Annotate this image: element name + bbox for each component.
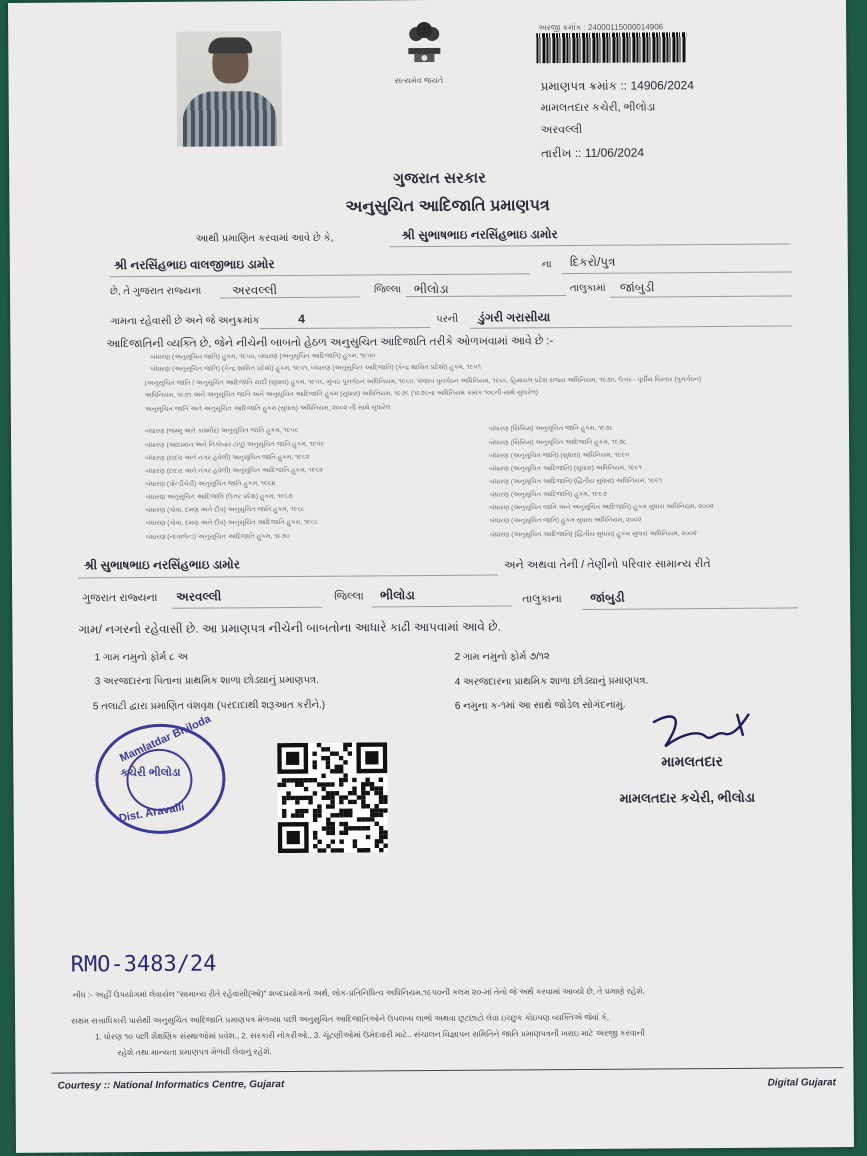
- document-item: 4 અરજદારના પ્રાથમિક શાળા છોડ્યાનું પ્રમાણપત્ર.: [454, 675, 649, 688]
- village-underline: [610, 295, 792, 297]
- qr-module: [374, 808, 378, 812]
- order-line: બંધારણ (અનુસૂચિત જાતિ) હુકમ, ૧૯૫૦, બંધારણ (અનુસૂચિત આદિજાતિ) હુકમ, ૧૯૫૦: [150, 352, 376, 361]
- qr-module: [366, 848, 370, 852]
- qr-module: [357, 826, 361, 830]
- qr-module: [379, 791, 383, 795]
- qr-module: [339, 765, 343, 769]
- qr-module: [299, 778, 303, 782]
- qr-module: [291, 778, 295, 782]
- qr-module: [344, 822, 348, 826]
- order-left: બંધારણ (જમ્મુ અને કાશ્મીર) અનુસૂચિત જાતિ હુકમ, ૧૯૫૬: [144, 426, 299, 435]
- taluka-underline: [406, 295, 566, 297]
- order-right: બંધારણ (સિક્કિમ) અનુસૂચિત આદિજાતિ હુકમ, ૧૯૭૮: [489, 438, 627, 447]
- name-underline: [390, 243, 790, 247]
- qr-module: [343, 773, 347, 777]
- qr-module: [348, 791, 352, 795]
- qr-module: [322, 796, 326, 800]
- qr-module: [366, 835, 370, 839]
- district-underline: [220, 296, 360, 298]
- qr-module: [383, 800, 387, 804]
- application-number: અરજી ક્રમાંક : 24000115000014906: [538, 22, 664, 33]
- qr-module: [339, 809, 343, 813]
- qr-module: [343, 778, 347, 782]
- note-line: નોંધ :- અહીં ઉપયોગમાં લેવાયેલ "સામાન્ય રીતે રહેવાસી(ઓ)" શબ્દપ્રયોગનો અર્થ, લોક-પ્રતિનિધિત્વ અધિનિયમ,૧૯૫૦ની કલમ ૨૦-માં તેનો જે અર્થ કરવામાં આવ્યો છે, તે પ્રમાણે રહેશે.: [72, 986, 645, 1000]
- qr-module: [383, 830, 387, 834]
- qr-module: [362, 848, 366, 852]
- qr-module: [326, 765, 330, 769]
- qr-module: [295, 783, 299, 787]
- qr-module: [282, 809, 286, 813]
- qr-module: [344, 809, 348, 813]
- relation: દિકરો/પુત્ર: [569, 254, 616, 270]
- qr-module: [352, 778, 356, 782]
- qr-module: [361, 826, 365, 830]
- qr-module: [330, 813, 334, 817]
- qr-module: [326, 804, 330, 808]
- qr-module: [339, 822, 343, 826]
- order-left: બંધારણ (આંદામાન અને નિકોબાર ટાપુ) અનુસૂચિત જાતિ હુકમ, ૧૯૫૯: [145, 440, 325, 449]
- footer-courtesy: Courtesy :: National Informatics Centre, Gujarat: [57, 1079, 285, 1092]
- order-right: બંધારણ (અનુસૂચિત આદિજાતિ) (દ્વિતીય સુધારા) અધિનિયમ, ૧૯૯૧: [489, 477, 663, 486]
- qr-module: [304, 809, 308, 813]
- qr-module: [344, 826, 348, 830]
- qr-module: [304, 787, 308, 791]
- qr-module: [353, 839, 357, 843]
- order-left: બંધારણ (પોન્ડીચેરી) અનુસૂચિત જાતિ હુકમ, ૧૯૬૪: [145, 480, 276, 488]
- qr-module: [308, 778, 312, 782]
- qr-module: [366, 804, 370, 808]
- certificate-title: અનુસુચિત આદિજાતિ પ્રમાણપત્ર: [345, 197, 550, 216]
- order-line: અનુસૂચિત જાતિ અને અનુસૂચિત આદિજાતિ હુકમ (સુધારા) અધિનિયમ, ૨૦૦૨ ની સાથે સુધારેલ: [144, 404, 391, 413]
- qr-module: [313, 765, 317, 769]
- qr-module: [295, 800, 299, 804]
- qr-module: [352, 791, 356, 795]
- qr-module: [322, 848, 326, 852]
- qr-module: [335, 765, 339, 769]
- qr-module: [286, 791, 290, 795]
- qr-module: [326, 822, 330, 826]
- qr-module: [379, 786, 383, 790]
- photo-cap: [208, 37, 252, 53]
- applicant-repeat-underline: [78, 575, 498, 579]
- date-row: [541, 146, 644, 162]
- qr-module: [340, 848, 344, 852]
- qr-module: [353, 826, 357, 830]
- qr-module: [331, 848, 335, 852]
- qr-module: [344, 795, 348, 799]
- qr-module: [366, 826, 370, 830]
- qr-module: [330, 751, 334, 755]
- order-right: બંધારણ (અનુસૂચિત આદિજાતિ) (દ્વિતીય સુધારા) હુકમ સુધારા અધિનિયમ, ૨૦૦૨: [489, 530, 697, 539]
- taluka-underline-2: [372, 605, 512, 607]
- qr-module: [339, 839, 343, 843]
- qr-module: [321, 774, 325, 778]
- note-line: 1. ધોરણ ૧૦ પછી શૈક્ષણિક સંસ્થાઓમાં પ્રવેશ., 2. સરકારી નોકરીઓ., 3. ચૂંટણીઓમાં ઉમેદવારી માટે.. સંચાલન વિજ્ઞાપન સમિતિને જાતિ પ્રમાણપત્રની ખરાઇ માટે અરજી કરવાની: [95, 1028, 645, 1042]
- qr-module: [348, 743, 352, 747]
- resident-text: ગામના રહેવાસી છે અને જે અનુક્રમાંક: [110, 315, 260, 328]
- qr-module: [343, 760, 347, 764]
- qr-module: [282, 800, 286, 804]
- note-line: સક્ષમ સત્તાધિકારી પાસેથી અનુસુચિત આદિજાતિ પ્રમાણપત્ર મેળવ્યા પછી અનુસુચિત આદિજાતિઓને ઉપલબ્ધ લાભો અથવા છૂટછાટો લેવા ઇચ્છુક કોઇપણ વ્યક્તિએ જેવાં કે,: [71, 1012, 609, 1026]
- qr-module: [317, 809, 321, 813]
- issuing-office: મામલતદાર કચેરી, ભીલોડા: [540, 101, 656, 115]
- barcode: [536, 32, 686, 63]
- order-left: બંધારણ (દાદરા અને નગર હવેલી) અનુસૂચિત જાતિ હુકમ, ૧૯૬૨: [145, 453, 310, 462]
- qr-module: [295, 796, 299, 800]
- qr-module: [361, 800, 365, 804]
- order-right: બંધારણ (અનુસૂચિત જાતિ અને અનુસૂચિત આદિજાતિ) હુકમ સુધારા અધિનિયમ, ૨૦૦૨: [489, 503, 714, 512]
- qr-module: [282, 813, 286, 817]
- seal-inner-ring: [126, 749, 192, 811]
- qr-module: [379, 835, 383, 839]
- village-underline-2: [582, 607, 798, 610]
- qr-module: [379, 808, 383, 812]
- note-line: રહેશે તથા માન્યતા પ્રમાણપત્ર મેળવી લેવાનું રહેશે.: [117, 1047, 272, 1058]
- qr-module: [366, 791, 370, 795]
- of-label: ના: [541, 259, 552, 271]
- qr-module: [348, 809, 352, 813]
- certify-text: આથી પ્રમાણિત કરવામાં આવે છે કે,: [195, 232, 334, 245]
- qr-module: [370, 813, 374, 817]
- qr-module: [318, 848, 322, 852]
- qr-module: [343, 743, 347, 747]
- order-right: બંધારણ (અનુસૂચિત આદિજાતિ) (સુધારા) અધિનિયમ, ૧૯૯૧: [489, 464, 642, 473]
- qr-module: [317, 743, 321, 747]
- district-label-2: જિલ્લા: [334, 590, 364, 603]
- qr-module: [357, 795, 361, 799]
- order-left: બંધારણ (નાગાલેન્ડ) અનુસૂચિત આદિજાતિ હુકમ, ૧૯૭૦: [145, 532, 290, 541]
- qr-module: [313, 791, 317, 795]
- certificate-number: 14906/2024: [630, 78, 694, 93]
- order-left: બંધારણ અનુસૂચિત આદિજાતિ (ઉત્તર પ્રદેશ) હુકમ, ૧૯૬૭: [145, 492, 293, 501]
- qr-module: [313, 778, 317, 782]
- qr-module: [326, 756, 330, 760]
- qr-module: [343, 747, 347, 751]
- qr-module: [326, 818, 330, 822]
- qr-module: [299, 782, 303, 786]
- qr-module: [282, 783, 286, 787]
- qr-module: [379, 800, 383, 804]
- qr-module: [344, 831, 348, 835]
- qr-module: [308, 800, 312, 804]
- qr-module: [331, 839, 335, 843]
- father-underline: [110, 273, 530, 277]
- order-right: બંધારણ (અનુસૂચિત આદિજાતિ) હુકમ, ૧૯૯૭: [489, 490, 607, 499]
- qr-module: [370, 786, 374, 790]
- document-item: 6 નમુના ક-૧માં આ સાથે જોડેલ સોગંદનામું.: [454, 699, 626, 712]
- qr-module: [361, 817, 365, 821]
- qr-module: [361, 804, 365, 808]
- qr-module: [339, 782, 343, 786]
- seal-top-text: Mamlatdar Bhiloda: [118, 713, 213, 765]
- basis-text: ગામ/ નગરનો રહેવાસી છે. આ પ્રમાણપત્ર નીચેની બાબતોના આધારે કાઢી આપવામાં આવે છે.: [78, 619, 501, 637]
- qr-module: [326, 782, 330, 786]
- qr-module: [286, 796, 290, 800]
- qr-module: [326, 760, 330, 764]
- qr-module: [317, 804, 321, 808]
- qr-module: [312, 760, 316, 764]
- signatory-title: મામલતદાર: [661, 752, 723, 770]
- taluka-value-2: ભીલોડા: [380, 588, 415, 603]
- qr-module: [339, 813, 343, 817]
- qr-module: [321, 756, 325, 760]
- handwritten-reference: RMO-3483/24: [70, 951, 217, 978]
- qr-module: [313, 809, 317, 813]
- qr-module: [291, 813, 295, 817]
- date-label: તારીખ ::: [541, 145, 582, 161]
- qr-module: [335, 791, 339, 795]
- qr-module: [348, 751, 352, 755]
- qr-module: [375, 844, 379, 848]
- qr-module: [300, 809, 304, 813]
- certificate-number-label: પ્રમાણપત્ર ક્રમાંક ::: [540, 78, 628, 94]
- qr-module: [335, 848, 339, 852]
- qr-module: [282, 778, 286, 782]
- issue-date: 11/06/2024: [584, 145, 645, 160]
- taluka-label: તાલુકામાં: [569, 282, 606, 295]
- order-line: બંધારણ (અનુસૂચિત જાતિ) (કેન્દ્ર શાસિત પ્રદેશો) હુકમ, ૧૯૫૧, બંધારણ (અનુસૂચિત આદિજાતિ) (કેન્દ્ર શાસિત પ્રદેશો) હુકમ, ૧૯૫૧: [150, 363, 481, 373]
- qr-module: [379, 848, 383, 852]
- qr-module: [321, 747, 325, 751]
- qr-module: [352, 787, 356, 791]
- qr-finder: [287, 831, 300, 844]
- qr-module: [313, 813, 317, 817]
- qr-module: [339, 831, 343, 835]
- qr-module: [383, 835, 387, 839]
- qr-module: [322, 826, 326, 830]
- qr-module: [300, 796, 304, 800]
- family-text: અને અથવા તેની / તેણીનો પરિવાર સામાન્ય રીતે: [503, 558, 711, 572]
- certificate-page: [8, 0, 854, 1153]
- order-line: અધિનિયમ, ૧૯૭૧ અને અનુસૂચિત જાતિ અને અનુસૂચિત આદિજાતિ હુકમ (સુધારા) અધિનિયમ, ૧૯૭૬ (૧૯૭૬ના અધિનિયમ ક્રમાંક ૧૦૮ની સાથે સુધારેલ): [144, 389, 539, 399]
- qr-module: [361, 782, 365, 786]
- footer-brand: Digital Gujarat: [767, 1077, 836, 1089]
- qr-module: [375, 822, 379, 826]
- qr-module: [339, 769, 343, 773]
- qr-module: [313, 835, 317, 839]
- qr-module: [344, 813, 348, 817]
- qr-module: [282, 796, 286, 800]
- qr-module: [326, 791, 330, 795]
- qr-module: [317, 782, 321, 786]
- qr-module: [357, 848, 361, 852]
- qr-module: [317, 840, 321, 844]
- qr-module: [365, 778, 369, 782]
- qr-module: [357, 817, 361, 821]
- signatory-office: મામલતદાર કચેરી, ભીલોડા: [619, 789, 756, 806]
- order-left: બંધારણ (ગોવા, દમણ અને દીવ) અનુસૂચિત જાતિ હુકમ, ૧૯૬૮: [145, 505, 305, 514]
- qr-module: [295, 809, 299, 813]
- qr-module: [361, 791, 365, 795]
- order-line: (અનુસૂચિત જાતિ / અનુસૂચિત આદિજાતિ યાદી (સુધારા) હુકમ, ૧૯૫૬, મુંબઇ પુનર્ગઠન અધિનિયમ, ૧૯૬૦, પંજાબ પુનર્ગઠન અધિનિયમ, ૧૯૬૬, હિમાચલ પ્રદેશ રાજ્ય અધિનિયમ, ૧૯૭૦, ઉત્તર - પૂર્વીય વિસ્તાર (પુનર્ગઠન): [144, 376, 702, 387]
- qr-module: [313, 831, 317, 835]
- qr-module: [330, 800, 334, 804]
- qr-module: [339, 756, 343, 760]
- qr-module: [375, 839, 379, 843]
- qr-module: [277, 783, 281, 787]
- qr-module: [308, 796, 312, 800]
- qr-module: [291, 796, 295, 800]
- qr-module: [330, 791, 334, 795]
- photo-shirt: [183, 91, 277, 147]
- order-right: બંધારણ (અનુસૂચિત જાતિ) (સુધારા) અધિનિયમ, ૧૯૯૦: [489, 451, 630, 460]
- qr-code-icon: [277, 742, 388, 853]
- government-title: ગુજરાત સરકાર: [393, 169, 486, 188]
- district: અરવલ્લી: [540, 123, 583, 137]
- qr-module: [379, 778, 383, 782]
- qr-module: [379, 795, 383, 799]
- national-emblem-icon: [400, 8, 448, 78]
- qr-module: [313, 844, 317, 848]
- qr-module: [383, 808, 387, 812]
- qr-module: [317, 813, 321, 817]
- qr-module: [370, 808, 374, 812]
- qr-module: [361, 786, 365, 790]
- qr-module: [295, 778, 299, 782]
- order-left: બંધારણ (ગોવા, દમણ અને દીવ) અનુસૂચિત આદિજાતિ હુકમ, ૧૯૬૮: [145, 518, 319, 527]
- order-right: બંધારણ (સિક્કિમ) અનુસૂચિત જાતિ હુકમ, ૧૯૭૮: [488, 424, 614, 433]
- taluka-label-2: તાલુકાના: [522, 593, 562, 606]
- qr-module: [361, 795, 365, 799]
- qr-module: [379, 826, 383, 830]
- qr-module: [352, 800, 356, 804]
- certificate-number-row: [541, 78, 694, 94]
- qr-module: [339, 800, 343, 804]
- seal-bottom-text: Dist. Aravalli: [118, 801, 186, 825]
- qr-module: [326, 831, 330, 835]
- qr-module: [339, 778, 343, 782]
- tribe-of-label: પરની: [436, 313, 459, 325]
- tribe-underline: [470, 325, 792, 328]
- father-name: શ્રી નરસિંહભાઇ વાલજીભાઇ ડામોર: [113, 257, 275, 273]
- recognition-text: આદિજાતિની વ્યક્તિ છે, જેને નીચેની બાબતો હેઠળ અનુસુચિત આદિજાતિ તરીકે ઓળખવામાં આવે છે :-: [106, 335, 554, 351]
- qr-module: [313, 818, 317, 822]
- emblem-motto: સત્યમેવ જયતે: [394, 75, 444, 86]
- signature: [645, 706, 757, 751]
- qr-module: [331, 826, 335, 830]
- qr-module: [379, 830, 383, 834]
- applicant-photo: [176, 31, 282, 147]
- qr-module: [300, 813, 304, 817]
- document-item: 3 અરજદારના પિતાના પ્રાથમિક શાળા છોડ્યાનું પ્રમાણપત્ર.: [94, 674, 319, 688]
- qr-module: [335, 769, 339, 773]
- applicant-name: શ્રી સુભાષભાઇ નરસિંહભાઇ ડામોર: [401, 227, 558, 243]
- district-underline-2: [172, 607, 322, 609]
- qr-module: [330, 804, 334, 808]
- qr-module: [353, 844, 357, 848]
- qr-module: [304, 778, 308, 782]
- order-left: બંધારણ (દાદરા અને નગર હવેલી) અનુસૂચિત આદિજાતિ હુકમ, ૧૯૬૨: [145, 466, 323, 475]
- district-value-2: અરવલ્લી: [176, 589, 222, 604]
- qr-module: [348, 813, 352, 817]
- qr-module: [286, 778, 290, 782]
- qr-module: [348, 800, 352, 804]
- official-seal: [95, 713, 226, 834]
- qr-module: [330, 782, 334, 786]
- seal-center-text: કચેરી ભીલોડા: [120, 766, 181, 780]
- qr-module: [365, 782, 369, 786]
- qr-module: [348, 826, 352, 830]
- qr-module: [321, 787, 325, 791]
- document-item: 5 તલાટી દ્વારા પ્રમાણિત વંશવૃક્ષ (પરદાદાથી શરૂઆત કરીને.): [92, 699, 326, 713]
- order-right: બંધારણ (અનુસૂચિત જાતિ) હુકમ સુધારા અધિનિયમ, ૨૦૦૨: [489, 516, 642, 525]
- qr-module: [330, 769, 334, 773]
- qr-module: [312, 752, 316, 756]
- qr-module: [370, 817, 374, 821]
- state-label: છે, તે ગુજરાત રાજ્યના: [109, 285, 202, 298]
- taluka-district-label: જિલ્લા: [373, 284, 401, 296]
- footer-divider: [51, 1067, 843, 1074]
- qr-module: [366, 817, 370, 821]
- qr-module: [326, 844, 330, 848]
- qr-module: [330, 795, 334, 799]
- qr-module: [326, 826, 330, 830]
- qr-module: [339, 795, 343, 799]
- serial-number: 4: [298, 311, 305, 326]
- tribe-name: ડુંગરી ગરાસીયા: [478, 310, 551, 325]
- document-item: 1 ગામ નમુનો ફોર્મ ૮ અ: [94, 651, 189, 664]
- qr-module: [374, 804, 378, 808]
- qr-module: [374, 813, 378, 817]
- qr-module: [383, 795, 387, 799]
- qr-module: [334, 751, 338, 755]
- village-value: જાંબુડી: [619, 280, 655, 295]
- village-value-2: જાંબુડી: [590, 590, 625, 605]
- state-label-2: ગુજરાત રાજ્યના: [82, 591, 158, 605]
- qr-module: [383, 844, 387, 848]
- taluka-value: ભીલોડા: [413, 281, 449, 297]
- serial-underline: [260, 327, 430, 329]
- document-item: 2 ગામ નમુનો ફોર્મ ૭/૧૨: [454, 651, 550, 663]
- qr-module: [370, 782, 374, 786]
- qr-module: [326, 747, 330, 751]
- qr-finder: [286, 752, 299, 765]
- qr-module: [379, 813, 383, 817]
- qr-module: [335, 813, 339, 817]
- applicant-name-repeat: શ્રી સુભાષભાઇ નરસિંહભાઇ ડામોર: [83, 557, 240, 573]
- qr-finder: [365, 751, 378, 764]
- relation-underline: [562, 271, 792, 274]
- qr-module: [304, 796, 308, 800]
- qr-module: [379, 839, 383, 843]
- qr-module: [326, 796, 330, 800]
- qr-module: [374, 791, 378, 795]
- qr-module: [321, 782, 325, 786]
- qr-module: [374, 786, 378, 790]
- district-value: અરવલ્લી: [231, 283, 278, 298]
- qr-module: [295, 813, 299, 817]
- qr-module: [331, 831, 335, 835]
- qr-module: [331, 822, 335, 826]
